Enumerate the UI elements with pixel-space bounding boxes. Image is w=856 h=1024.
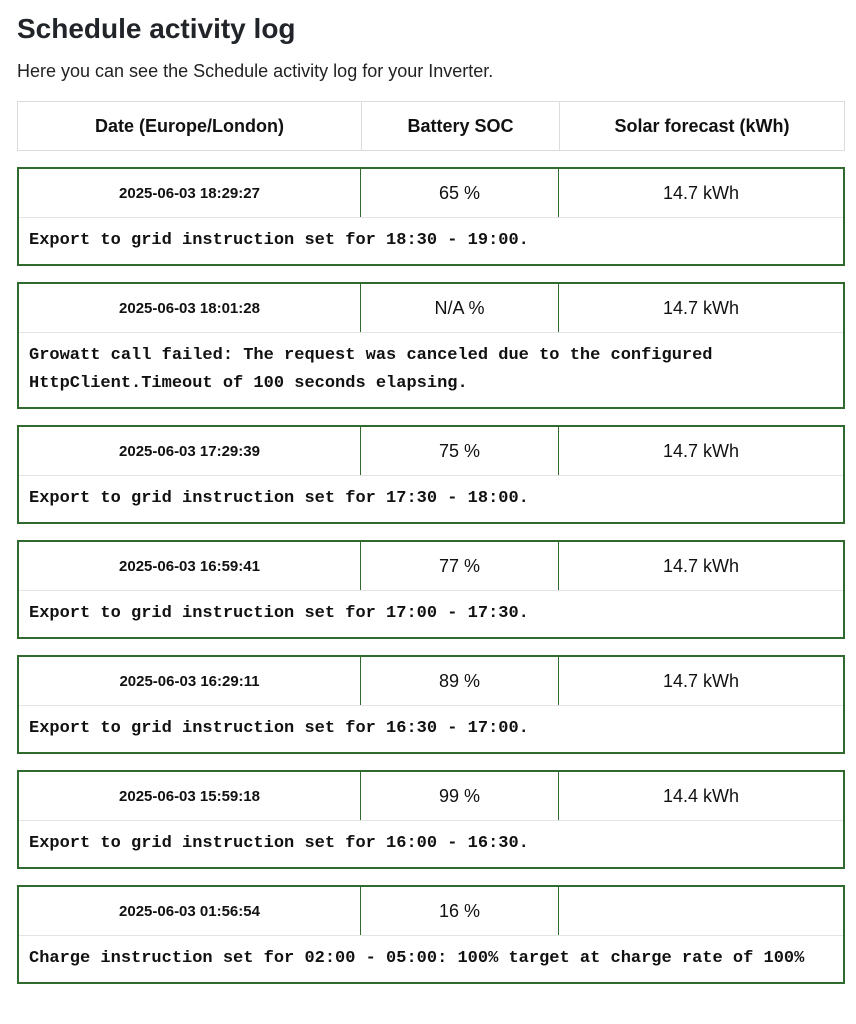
entry-solar-forecast: 14.4 kWh [558,772,843,820]
entry-date: 2025-06-03 16:59:41 [119,557,260,575]
log-table-header [17,101,845,151]
log-entry-row [19,657,843,706]
column-header-battery-soc: Battery SOC [361,102,559,150]
page-description: Here you can see the Schedule activity log for your Inverter. [17,61,494,81]
log-entry-row [19,772,843,821]
entry-battery-soc: N/A % [360,284,558,332]
entry-date: 2025-06-03 17:29:39 [119,442,260,460]
log-entry [17,770,845,869]
log-entry-row [19,284,843,333]
entry-date: 2025-06-03 16:29:11 [119,672,260,690]
log-entry [17,425,845,524]
entry-battery-soc: 16 % [360,887,558,935]
log-entry [17,282,845,409]
entry-battery-soc: 75 % [360,427,558,475]
log-entry-row [19,427,843,476]
entry-message: Export to grid instruction set for 17:00 - 17:30. [29,604,529,623]
entry-battery-soc: 89 % [360,657,558,705]
entry-battery-soc: 99 % [360,772,558,820]
column-header-date: Date (Europe/London) [95,115,284,136]
entry-solar-forecast: 14.7 kWh [558,427,843,475]
entry-solar-forecast [558,887,843,935]
log-entries [17,167,846,984]
entry-message: Export to grid instruction set for 18:30 - 19:00. [29,231,529,250]
log-entry [17,885,845,984]
log-entry [17,655,845,754]
entry-date: 2025-06-03 18:29:27 [119,184,260,202]
entry-message: Charge instruction set for 02:00 - 05:00: 100% target at charge rate of 100% [29,949,805,968]
entry-battery-soc: 65 % [360,169,558,217]
entry-battery-soc: 77 % [360,542,558,590]
entry-date: 2025-06-03 15:59:18 [119,787,260,805]
entry-solar-forecast: 14.7 kWh [558,657,843,705]
entry-date: 2025-06-03 18:01:28 [119,299,260,317]
entry-date: 2025-06-03 01:56:54 [119,902,260,920]
page-title: Schedule activity log [17,13,296,44]
entry-message: Export to grid instruction set for 16:00 - 16:30. [29,834,529,853]
entry-solar-forecast: 14.7 kWh [558,169,843,217]
entry-message: Export to grid instruction set for 17:30 - 18:00. [29,489,529,508]
column-header-solar-forecast: Solar forecast (kWh) [559,102,844,150]
entry-message: Growatt call failed: The request was canceled due to the configured HttpClient.Timeout of 100 seconds elapsing. [29,346,713,393]
log-entry-row [19,169,843,218]
log-entry-row [19,887,843,936]
entry-solar-forecast: 14.7 kWh [558,284,843,332]
entry-solar-forecast: 14.7 kWh [558,542,843,590]
log-entry [17,540,845,639]
entry-message: Export to grid instruction set for 16:30 - 17:00. [29,719,529,738]
log-entry-row [19,542,843,591]
log-entry [17,167,845,266]
